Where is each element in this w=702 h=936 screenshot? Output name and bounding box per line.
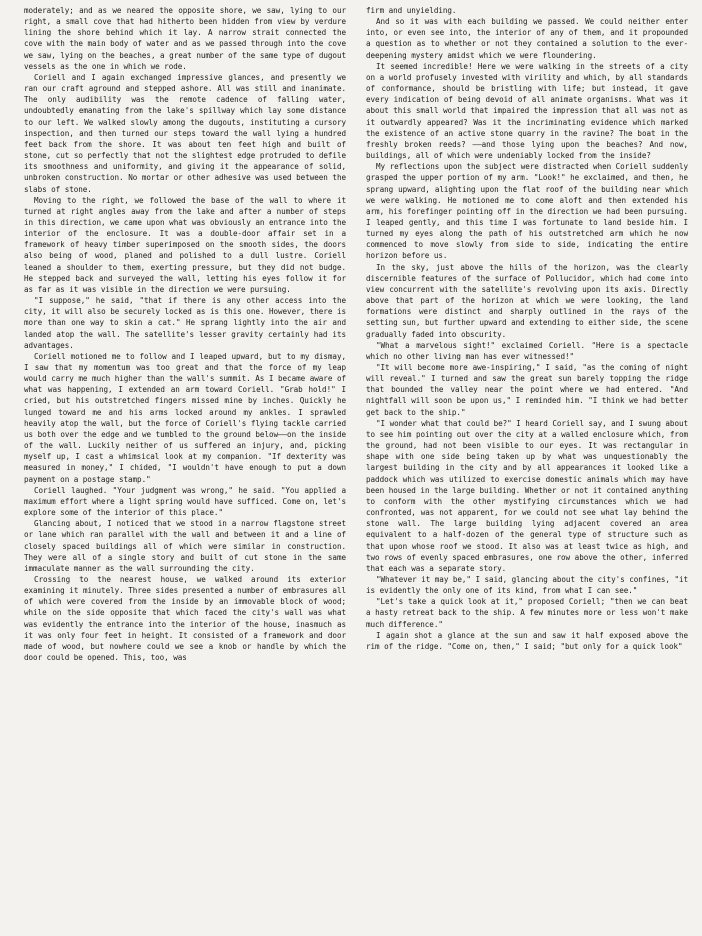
- paragraph: My reflections upon the subject were distracted when Coriell suddenly grasped the upper portion of my arm. "Look!" he exclaimed, and then, he sprang upward, alighting upon the flat roof of the building near which we were walking. He motioned me to come aloft and then extended his arm, his forefinger pointing off in the direction we had been pursuing. I leaped gently, and this time I was fortunate to land beside him. I turned my eyes along the path of his outstretched arm which he now commenced to move slowly from side to side, indicating the entire horizon before us.: [366, 162, 688, 261]
- paragraph: "I suppose," he said, "that if there is any other access into the city, it will also be securely locked as is this one. However, there is more than one way to skin a cat." He sprang lightly into the air and landed atop the wall. The satellite's lesser gravity certainly had its advantages.: [24, 296, 346, 350]
- paragraph: "What a marvelous sight!" exclaimed Coriell. "Here is a spectacle which no other living man has ever witnessed!": [366, 340, 688, 361]
- paragraph: Crossing to the nearest house, we walked around its exterior examining it minutely. Three sides presented a number of embrasures all of which were covered from the inside by an immovable block of wood; while on the side opposite that which faced the city's wall was what was evidently the entrance into the interior of the house, inasmuch as it was only four feet in height. It consisted of a framework and door made of wood, but nowhere could we see a knob or handle by which the door could be opened. This, too, was: [24, 574, 346, 663]
- left-text-column: [24, 5, 346, 936]
- paragraph: Coriell motioned me to follow and I leaped upward, but to my dismay, I saw that my momentum was too great and that the force of my leap would carry me much higher than the wall's summit. As I became aware of what was happening, I extended an arm toward Coriell. "Grab hold!" I cried, but his outstretched fingers missed mine by inches. Quickly he lunged toward me and his arms locked around my ankles. I sprawled heavily atop the wall, but the force of Coriell's flying tackle carried us both over the edge and we tumbled to the ground below——on the inside of the wall. Luckily neither of us suffered an injury, and, picking myself up, I cast a whimsical look at my companion. "If dexterity was measured in money," I chided, "I wouldn't have enough to put a down payment on a postage stamp.": [24, 351, 346, 484]
- paragraph: It seemed incredible! Here we were walking in the streets of a city on a world profusely invested with virility and which, by all standards of conformance, should be bristling with life; but instead, it gave every indication of being devoid of all animate organisms. What was it about this small world that impaired the impression that all was not as it outwardly appeared? Was it the incriminating evidence which marked the existence of an active stone quarry in the ravine? The boat in the freshly broken reeds? ——and those lying upon the beaches? And now, buildings, all of which were undeniably locked from the inside?: [366, 61, 688, 161]
- paragraph: Coriell laughed. "Your judgment was wrong," he said. "You applied a maximum effort where a light spring would have sufficed. Come on, let's explore some of the interior of this place.": [24, 485, 346, 518]
- paragraph: firm and unyielding.: [366, 6, 457, 15]
- paragraph: "I wonder what that could be?" I heard Coriell say, and I swung about to see him pointing out over the city at a walled enclosure which, from the ground, had not been visible to our eyes. It was rectangular in shape with one side being taken up by what was unquestionably the largest building in the city and by all appearances it looked like a paddock which was utilized to exercise domestic animals which may have been housed in the large building. Whether or not it contained anything to conform with the other mystifying circumstances which we had confronted, was not apparent, for we could not see what lay behind the stone wall. The large building lying adjacent covered an area equivalent to a half-dozen of the general type of structure such as that upon whose roof we stood. It also was at least twice as high, and two rows of evenly spaced embrasures, one row above the other, inferred that each was a separate story.: [366, 418, 688, 573]
- paragraph: Moving to the right, we followed the base of the wall to where it turned at right angles away from the lake and after a number of steps in this direction, we came upon what was obviously an entrance into the interior of the enclosure. It was a double-door affair set in a framework of heavy timber superimposed on the smooth sides, the doors also being of wood, planed and polished to a dull lustre. Coriell leaned a shoulder to them, exerting pressure, but they did not budge. He stepped back and surveyed the wall, letting his eyes follow it for as far as it was visible in the direction we were pursuing.: [24, 195, 346, 294]
- paragraph: In the sky, just above the hills of the horizon, was the clearly discernible features of the surface of Pollucidor, which had come into view concurrent with the satellite's revolving upon its axis. Directly above that part of the horizon at which we were looking, the land formations were distinct and sharply outlined in the rays of the setting sun, but further upward and extending to either side, the scene gradually faded into obscurity.: [366, 262, 688, 339]
- paragraph: And so it was with each building we passed. We could neither enter into, or even see into, the interior of any of them, and it propounded a question as to whether or not they contained a solution to the ever-deepening mystery amidst which we were floundering.: [366, 17, 688, 60]
- paragraph: moderately; and as we neared the opposite shore, we saw, lying to our right, a small cove that had hitherto been hidden from view by verdure lining the shore behind which it lay. A narrow strait connected the cove with the main body of water and as we passed through into the cove we saw, lying on the beaches, a great number of the same type of dugout vessels as the one in which we rode.: [24, 6, 346, 71]
- paragraph: "Let's take a quick look at it," proposed Coriell; "then we can beat a hasty retreat back to the ship. A few minutes more or less won't make much difference.": [366, 597, 688, 629]
- paragraph: I again shot a glance at the sun and saw it half exposed above the rim of the ridge. "Come on, then," I said; "but only for a quick look": [366, 630, 688, 651]
- paragraph: Coriell and I again exchanged impressive glances, and presently we ran our craft aground and stepped ashore. All was still and inanimate. The only audibility was the remote cadence of falling water, undoubtedly emanating from the lake's spillway which lay some distance to our left. We walked slowly among the dugouts, instituting a cursory inspection, and then turned our steps toward the wall lying a hundred feet back from the shore. It was about ten feet high and built of stone, cut so perfectly that not the slightest edge protruded to defile its smoothness and uniformity, and giving it the appearance of solid, unbroken construction. No mortar or other adhesive was used between the slabs of stone.: [24, 72, 346, 194]
- right-text-column: [366, 5, 688, 936]
- paragraph: "It will become more awe-inspiring," I said, "as the coming of night will reveal." I turned and saw the great sun barely topping the ridge that bounded the valley near the point where we had entered. "And nightfall will soon be upon us," I reminded him. "I think we had better get back to the ship.": [366, 363, 688, 417]
- paragraph: "Whatever it may be," I said, glancing about the city's confines, "it is evidently the only one of its kind, from what I can see.": [366, 574, 688, 596]
- paragraph: Glancing about, I noticed that we stood in a narrow flagstone street or lane which ran parallel with the wall and between it and a line of closely spaced buildings all of which were similar in construction. They were all of a single story and built of cut stone in the same immaculate manner as the wall surrounding the city.: [24, 519, 346, 573]
